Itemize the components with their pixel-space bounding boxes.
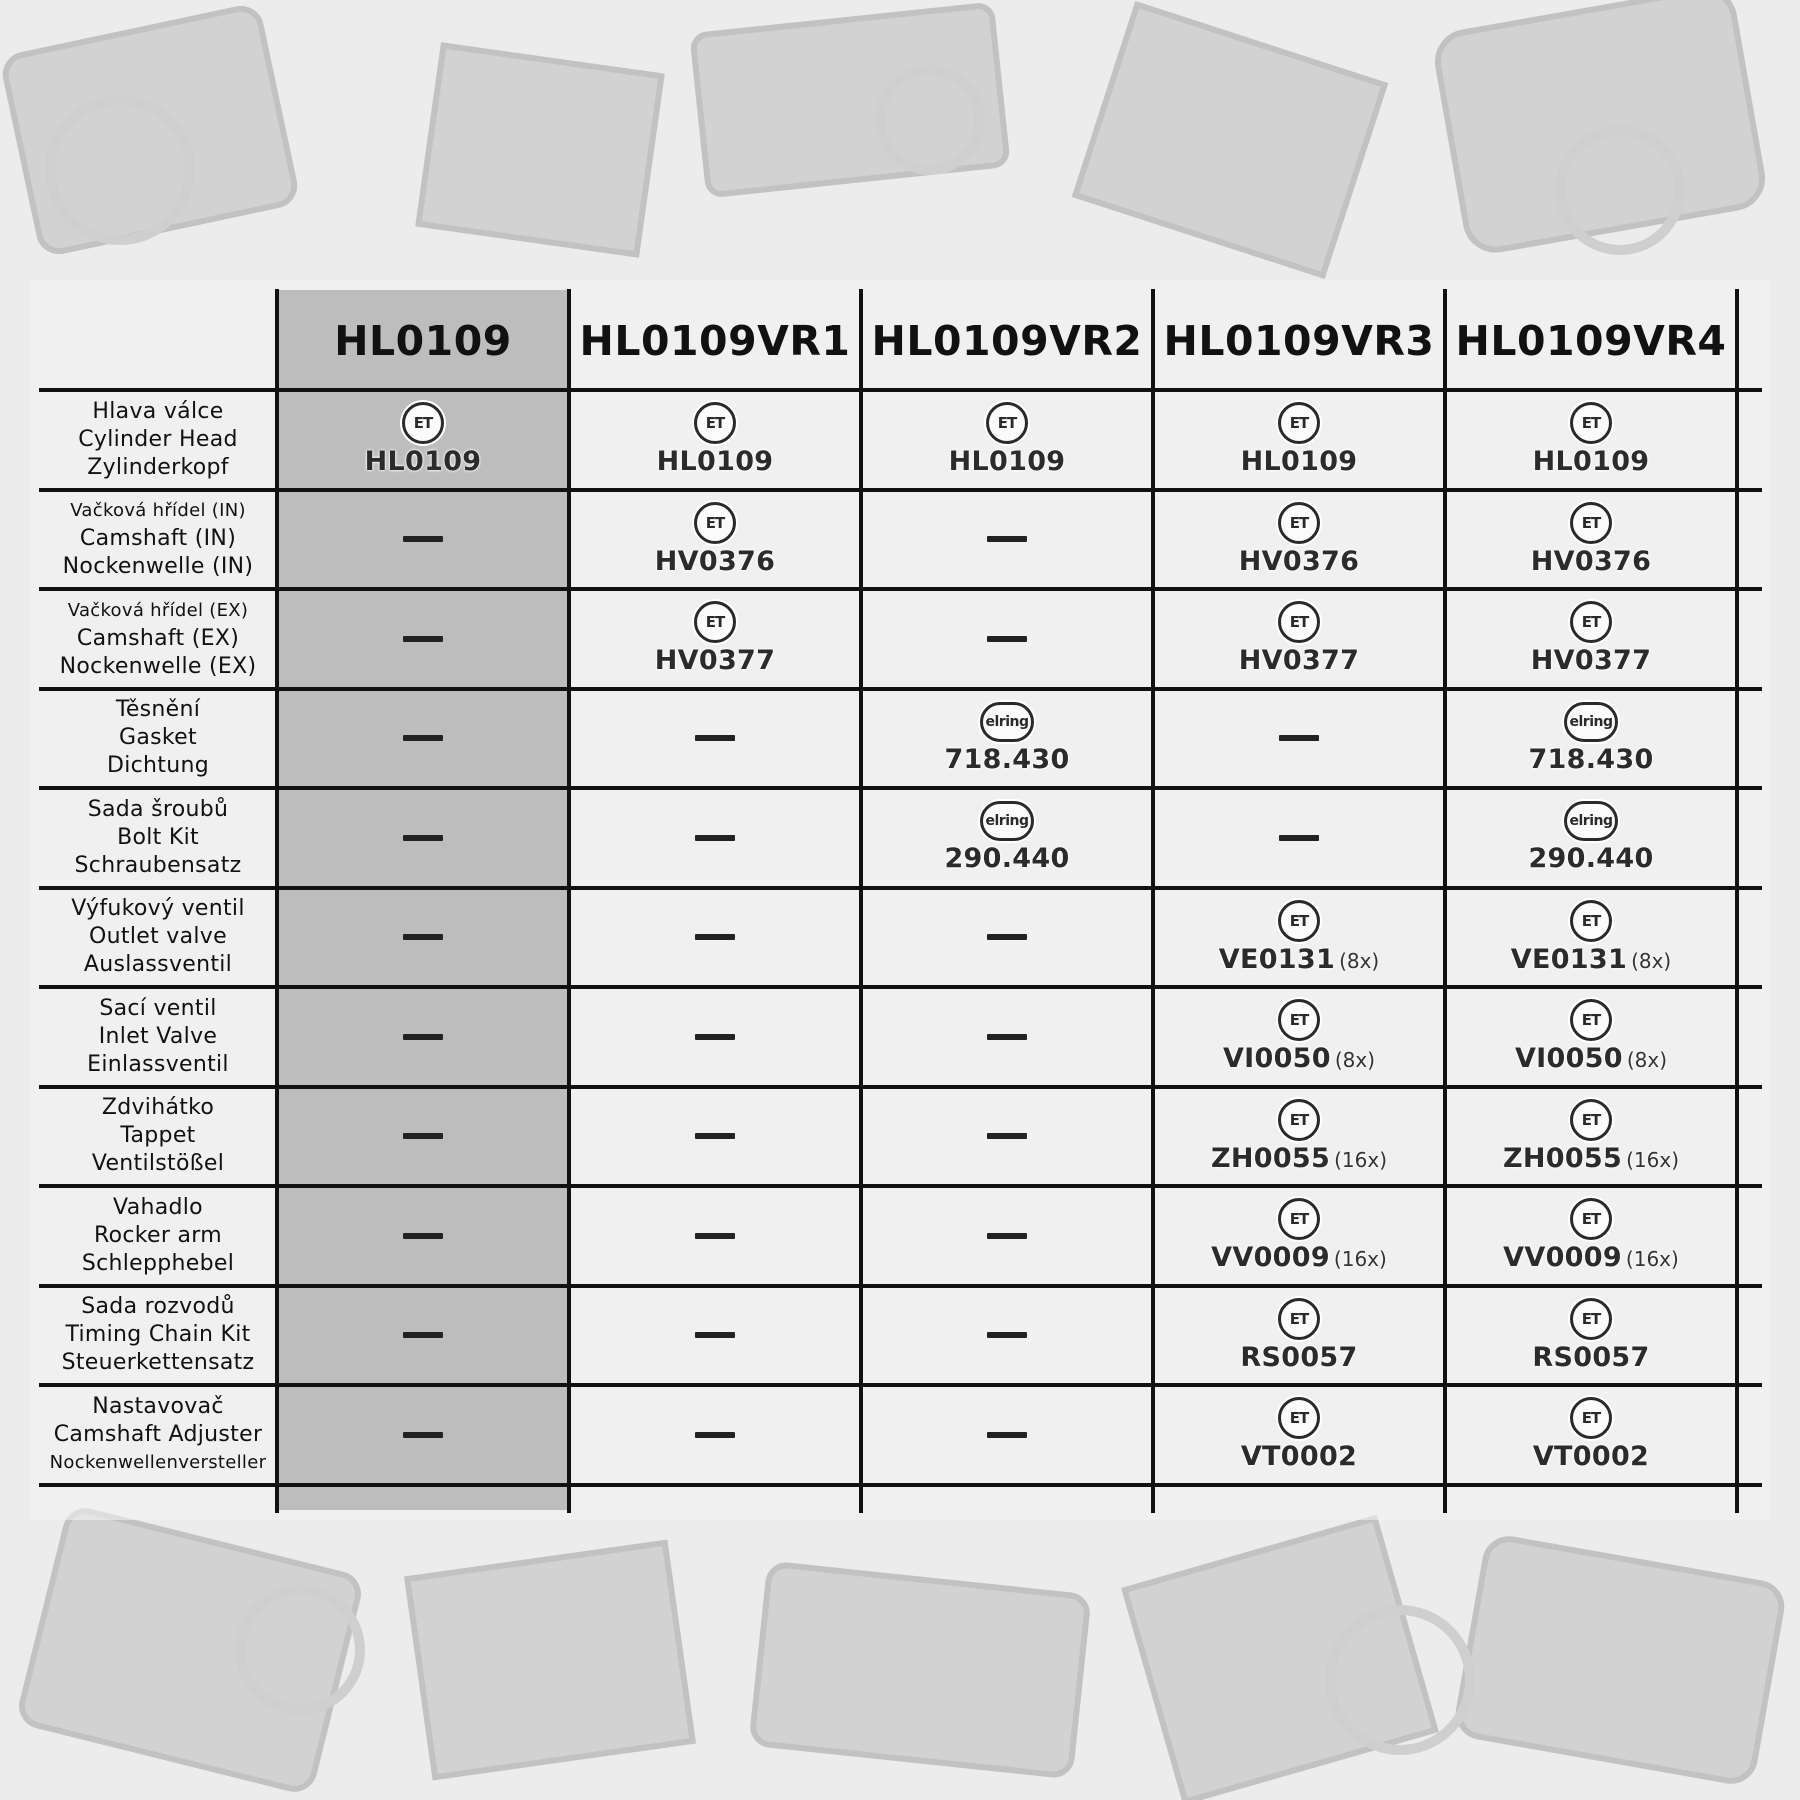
row-label-line: Inlet Valve <box>98 1023 218 1049</box>
table-cell <box>861 492 1153 588</box>
row-label-line: Dichtung <box>107 753 209 779</box>
row-label-line: Camshaft (IN) <box>79 526 237 552</box>
row-label-line: Hlava válce <box>92 398 224 424</box>
et-logo-icon <box>1278 402 1320 444</box>
row-label-line: Nastavovač <box>92 1393 224 1419</box>
not-included-dash <box>695 835 735 841</box>
part-code: VV0009 <box>1211 1242 1330 1274</box>
row-label-line: Sada rozvodů <box>81 1294 235 1320</box>
table-cell <box>1153 492 1445 588</box>
row-label-line: Vačková hřídel (IN) <box>70 500 246 522</box>
not-included-dash <box>403 536 443 542</box>
brand-mark: ET <box>705 513 725 532</box>
brand-mark: ET <box>1289 1011 1309 1030</box>
row-label <box>39 1387 277 1483</box>
table-cell <box>1153 1288 1445 1384</box>
table-cell <box>1153 890 1445 986</box>
row-label-line: Nockenwelle (IN) <box>62 554 254 580</box>
part-number <box>1528 744 1653 775</box>
not-included-dash <box>403 1432 443 1438</box>
part-quantity: (16x) <box>1626 1147 1679 1172</box>
part-number <box>1531 645 1651 676</box>
brand-mark: ET <box>1289 613 1309 632</box>
table-cell <box>1445 1188 1737 1284</box>
row-label-line: Einlassventil <box>87 1051 229 1077</box>
brand-mark: elring <box>985 713 1029 730</box>
brand-mark: ET <box>1581 513 1601 532</box>
not-included-dash <box>695 1133 735 1139</box>
table-cell <box>1445 1288 1737 1384</box>
et-logo-icon <box>694 402 736 444</box>
table-cell <box>1153 691 1445 787</box>
et-logo-icon <box>1570 601 1612 643</box>
row-label-line: Těsnění <box>115 697 201 723</box>
part-number <box>1532 1342 1649 1373</box>
row-label-line: Outlet valve <box>89 924 227 950</box>
brand-mark: ET <box>1289 1110 1309 1129</box>
not-included-dash <box>695 1233 735 1239</box>
table-cell <box>569 1188 861 1284</box>
row-label-line: Nockenwelle (EX) <box>59 653 257 679</box>
part-code: HV0376 <box>1530 545 1652 577</box>
brand-mark: ET <box>1581 1110 1601 1129</box>
part-number <box>1528 843 1653 874</box>
part-code: VE0131 <box>1510 943 1628 975</box>
brand-mark: elring <box>985 813 1029 830</box>
brand-mark: ET <box>1581 911 1601 930</box>
not-included-dash <box>403 835 443 841</box>
part-code: VI0050 <box>1514 1043 1623 1075</box>
table-cell <box>277 790 569 886</box>
part-number <box>944 744 1069 775</box>
brand-mark: ET <box>1289 1309 1309 1328</box>
part-number <box>365 446 482 477</box>
row-label <box>39 392 277 488</box>
table-cell <box>861 989 1153 1085</box>
et-logo-icon <box>1278 900 1320 942</box>
not-included-dash <box>695 1432 735 1438</box>
row-label-line: Vačková hřídel (EX) <box>67 599 249 621</box>
et-logo-icon <box>1570 1198 1612 1240</box>
row-label-line: Gasket <box>119 725 197 751</box>
part-quantity: (8x) <box>1631 948 1672 973</box>
row-label-line: Sací ventil <box>99 995 217 1021</box>
part-number <box>1511 944 1671 975</box>
table-horizontal-rule <box>39 1483 1762 1487</box>
part-quantity: (8x) <box>1626 1048 1668 1073</box>
brand-mark: ET <box>1581 414 1601 433</box>
table-cell <box>1153 1188 1445 1284</box>
et-logo-icon <box>1570 999 1612 1041</box>
part-number <box>1223 1043 1375 1074</box>
brand-mark: elring <box>1569 813 1613 830</box>
row-label-line: Schlepphebel <box>81 1250 235 1276</box>
part-code: HL0109 <box>1532 446 1650 478</box>
not-included-dash <box>1279 735 1319 741</box>
et-logo-icon <box>1278 601 1320 643</box>
part-number <box>949 446 1066 477</box>
et-logo-icon <box>1278 1298 1320 1340</box>
table-cell <box>277 1188 569 1284</box>
not-included-dash <box>987 636 1027 642</box>
et-logo-icon <box>1278 1099 1320 1141</box>
part-number <box>944 843 1069 874</box>
not-included-dash <box>403 1034 443 1040</box>
brand-mark: ET <box>1289 414 1309 433</box>
row-label <box>39 890 277 986</box>
part-code: ZH0055 <box>1210 1142 1331 1174</box>
table-cell <box>861 591 1153 687</box>
et-logo-icon <box>1278 999 1320 1041</box>
part-number <box>655 645 775 676</box>
table-cell <box>861 1089 1153 1185</box>
brand-mark: ET <box>1581 1409 1601 1428</box>
table-cell <box>1445 392 1737 488</box>
part-code: ZH0055 <box>1502 1142 1623 1174</box>
row-label-line: Ventilstößel <box>91 1151 225 1177</box>
row-label-line: Camshaft Adjuster <box>53 1421 263 1447</box>
part-number <box>1239 645 1359 676</box>
row-label <box>39 1188 277 1284</box>
brand-mark: ET <box>1581 613 1601 632</box>
row-label <box>39 989 277 1085</box>
table-cell <box>569 691 861 787</box>
table-cell <box>1445 1089 1737 1185</box>
row-label-line: Steuerkettensatz <box>61 1350 255 1376</box>
part-code: VT0002 <box>1240 1441 1358 1473</box>
brand-mark: elring <box>1569 713 1613 730</box>
row-label <box>39 1089 277 1185</box>
part-number <box>1240 1342 1357 1373</box>
row-label <box>39 691 277 787</box>
row-label-line: Zdvihátko <box>101 1095 215 1121</box>
row-label-line: Rocker arm <box>94 1222 222 1248</box>
column-header: HL0109VR2 <box>871 317 1143 365</box>
part-quantity: (16x) <box>1334 1147 1387 1172</box>
row-label <box>39 790 277 886</box>
table-cell <box>569 1089 861 1185</box>
part-code: VT0002 <box>1532 1441 1650 1473</box>
part-number <box>1211 1143 1387 1174</box>
elring-logo-icon <box>1564 702 1618 742</box>
table-cell <box>569 591 861 687</box>
not-included-dash <box>695 934 735 940</box>
brand-mark: ET <box>1289 911 1309 930</box>
table-cell <box>1153 989 1445 1085</box>
row-label-line: Tappet <box>120 1123 196 1149</box>
table-cell <box>1445 591 1737 687</box>
part-number <box>1531 546 1651 577</box>
row-label-line: Sada šroubů <box>87 796 229 822</box>
table-cell <box>1153 392 1445 488</box>
et-logo-icon <box>1278 1198 1320 1240</box>
part-number <box>1211 1242 1387 1273</box>
brand-mark: ET <box>413 414 433 433</box>
table-cell <box>861 1387 1153 1483</box>
table-cell <box>277 392 569 488</box>
part-quantity: (16x) <box>1625 1247 1679 1272</box>
elring-logo-icon <box>1564 801 1618 841</box>
brand-mark: ET <box>705 613 725 632</box>
row-label-line: Auslassventil <box>83 952 233 978</box>
et-logo-icon <box>694 601 736 643</box>
table-cell <box>569 890 861 986</box>
part-code: 290.440 <box>1528 843 1654 875</box>
part-code: HL0109 <box>1240 446 1358 478</box>
not-included-dash <box>695 1034 735 1040</box>
row-label-line: Zylinderkopf <box>87 454 229 480</box>
et-logo-icon <box>1570 900 1612 942</box>
table-cell <box>277 989 569 1085</box>
part-code: HV0377 <box>1238 645 1360 677</box>
not-included-dash <box>987 1034 1027 1040</box>
table-cell <box>277 492 569 588</box>
part-code: 718.430 <box>944 743 1070 775</box>
part-code: RS0057 <box>1532 1341 1650 1373</box>
part-number <box>1515 1043 1667 1074</box>
part-number <box>657 446 774 477</box>
part-code: HL0109 <box>656 446 774 478</box>
et-logo-icon <box>1570 502 1612 544</box>
part-code: RS0057 <box>1240 1341 1358 1373</box>
table-cell <box>861 392 1153 488</box>
column-header: HL0109VR1 <box>579 317 851 365</box>
part-quantity: (16x) <box>1333 1247 1387 1272</box>
table-cell <box>861 1188 1153 1284</box>
part-number <box>1241 446 1358 477</box>
part-number <box>655 546 775 577</box>
table-cell <box>861 790 1153 886</box>
et-logo-icon <box>402 402 444 444</box>
table-cell <box>1445 1387 1737 1483</box>
table-cell <box>569 1288 861 1384</box>
table-cell <box>569 989 861 1085</box>
table-cell <box>1153 1387 1445 1483</box>
part-code: 290.440 <box>944 843 1070 875</box>
part-code: VI0050 <box>1222 1043 1331 1075</box>
column-header: HL0109VR4 <box>1455 317 1727 365</box>
table-cell <box>1445 890 1737 986</box>
table-cell <box>277 691 569 787</box>
row-label <box>39 591 277 687</box>
not-included-dash <box>987 934 1027 940</box>
table-cell <box>277 1387 569 1483</box>
brand-mark: ET <box>1289 1210 1309 1229</box>
table-cell <box>1445 790 1737 886</box>
table-cell <box>1153 1089 1445 1185</box>
part-code: HV0376 <box>1238 545 1360 577</box>
not-included-dash <box>987 1133 1027 1139</box>
et-logo-icon <box>694 502 736 544</box>
part-code: HV0377 <box>1530 645 1652 677</box>
not-included-dash <box>403 636 443 642</box>
brand-mark: ET <box>1289 513 1309 532</box>
part-code: HV0376 <box>654 545 776 577</box>
part-number <box>1503 1242 1679 1273</box>
table-cell <box>277 1288 569 1384</box>
part-number <box>1533 446 1650 477</box>
table-cell <box>861 890 1153 986</box>
table-cell <box>277 1089 569 1185</box>
part-code: VV0009 <box>1503 1242 1622 1274</box>
part-code: HL0109 <box>948 446 1066 478</box>
part-code: HL0109 <box>364 446 482 478</box>
not-included-dash <box>403 1133 443 1139</box>
table-cell <box>1153 790 1445 886</box>
table-cell <box>277 890 569 986</box>
not-included-dash <box>987 1233 1027 1239</box>
not-included-dash <box>403 735 443 741</box>
row-label-line: Timing Chain Kit <box>65 1322 251 1348</box>
table-cell <box>569 392 861 488</box>
part-code: VE0131 <box>1218 943 1336 975</box>
part-number <box>1533 1441 1649 1472</box>
row-label-line: Nockenwellenversteller <box>49 1451 267 1473</box>
part-number <box>1219 944 1379 975</box>
not-included-dash <box>403 934 443 940</box>
table-cell <box>277 591 569 687</box>
et-logo-icon <box>986 402 1028 444</box>
row-label-line: Schraubensatz <box>74 852 242 878</box>
row-label <box>39 1288 277 1384</box>
et-logo-icon <box>1278 1397 1320 1439</box>
not-included-dash <box>1279 835 1319 841</box>
table-cell <box>569 790 861 886</box>
brand-mark: ET <box>705 414 725 433</box>
brand-mark: ET <box>1289 1409 1309 1428</box>
part-code: HV0377 <box>654 645 776 677</box>
table-cell <box>1445 691 1737 787</box>
not-included-dash <box>403 1332 443 1338</box>
row-label-line: Vahadlo <box>113 1194 203 1220</box>
part-code: 718.430 <box>1528 743 1654 775</box>
column-header: HL0109 <box>334 317 512 365</box>
not-included-dash <box>987 1432 1027 1438</box>
not-included-dash <box>987 536 1027 542</box>
table-cell <box>1153 591 1445 687</box>
brand-mark: ET <box>1581 1011 1601 1030</box>
not-included-dash <box>403 1233 443 1239</box>
table-cell <box>569 492 861 588</box>
brand-mark: ET <box>997 414 1017 433</box>
row-label-line: Camshaft (EX) <box>76 625 240 651</box>
table-cell <box>1445 989 1737 1085</box>
et-logo-icon <box>1570 402 1612 444</box>
elring-logo-icon <box>980 801 1034 841</box>
column-header: HL0109VR3 <box>1163 317 1435 365</box>
row-label-line: Výfukový ventil <box>71 896 245 922</box>
part-quantity: (8x) <box>1339 948 1380 973</box>
not-included-dash <box>695 1332 735 1338</box>
table-cell <box>569 1387 861 1483</box>
brand-mark: ET <box>1581 1309 1601 1328</box>
et-logo-icon <box>1570 1397 1612 1439</box>
table-cell <box>1445 492 1737 588</box>
not-included-dash <box>695 735 735 741</box>
et-logo-icon <box>1570 1298 1612 1340</box>
part-quantity: (8x) <box>1334 1048 1376 1073</box>
elring-logo-icon <box>980 702 1034 742</box>
row-label-line: Cylinder Head <box>78 426 238 452</box>
et-logo-icon <box>1278 502 1320 544</box>
part-number <box>1503 1143 1679 1174</box>
part-number <box>1239 546 1359 577</box>
et-logo-icon <box>1570 1099 1612 1141</box>
table-cell <box>861 691 1153 787</box>
row-label <box>39 492 277 588</box>
not-included-dash <box>987 1332 1027 1338</box>
row-label-line: Bolt Kit <box>117 824 199 850</box>
brand-mark: ET <box>1581 1210 1601 1229</box>
table-cell <box>861 1288 1153 1384</box>
part-number <box>1241 1441 1357 1472</box>
